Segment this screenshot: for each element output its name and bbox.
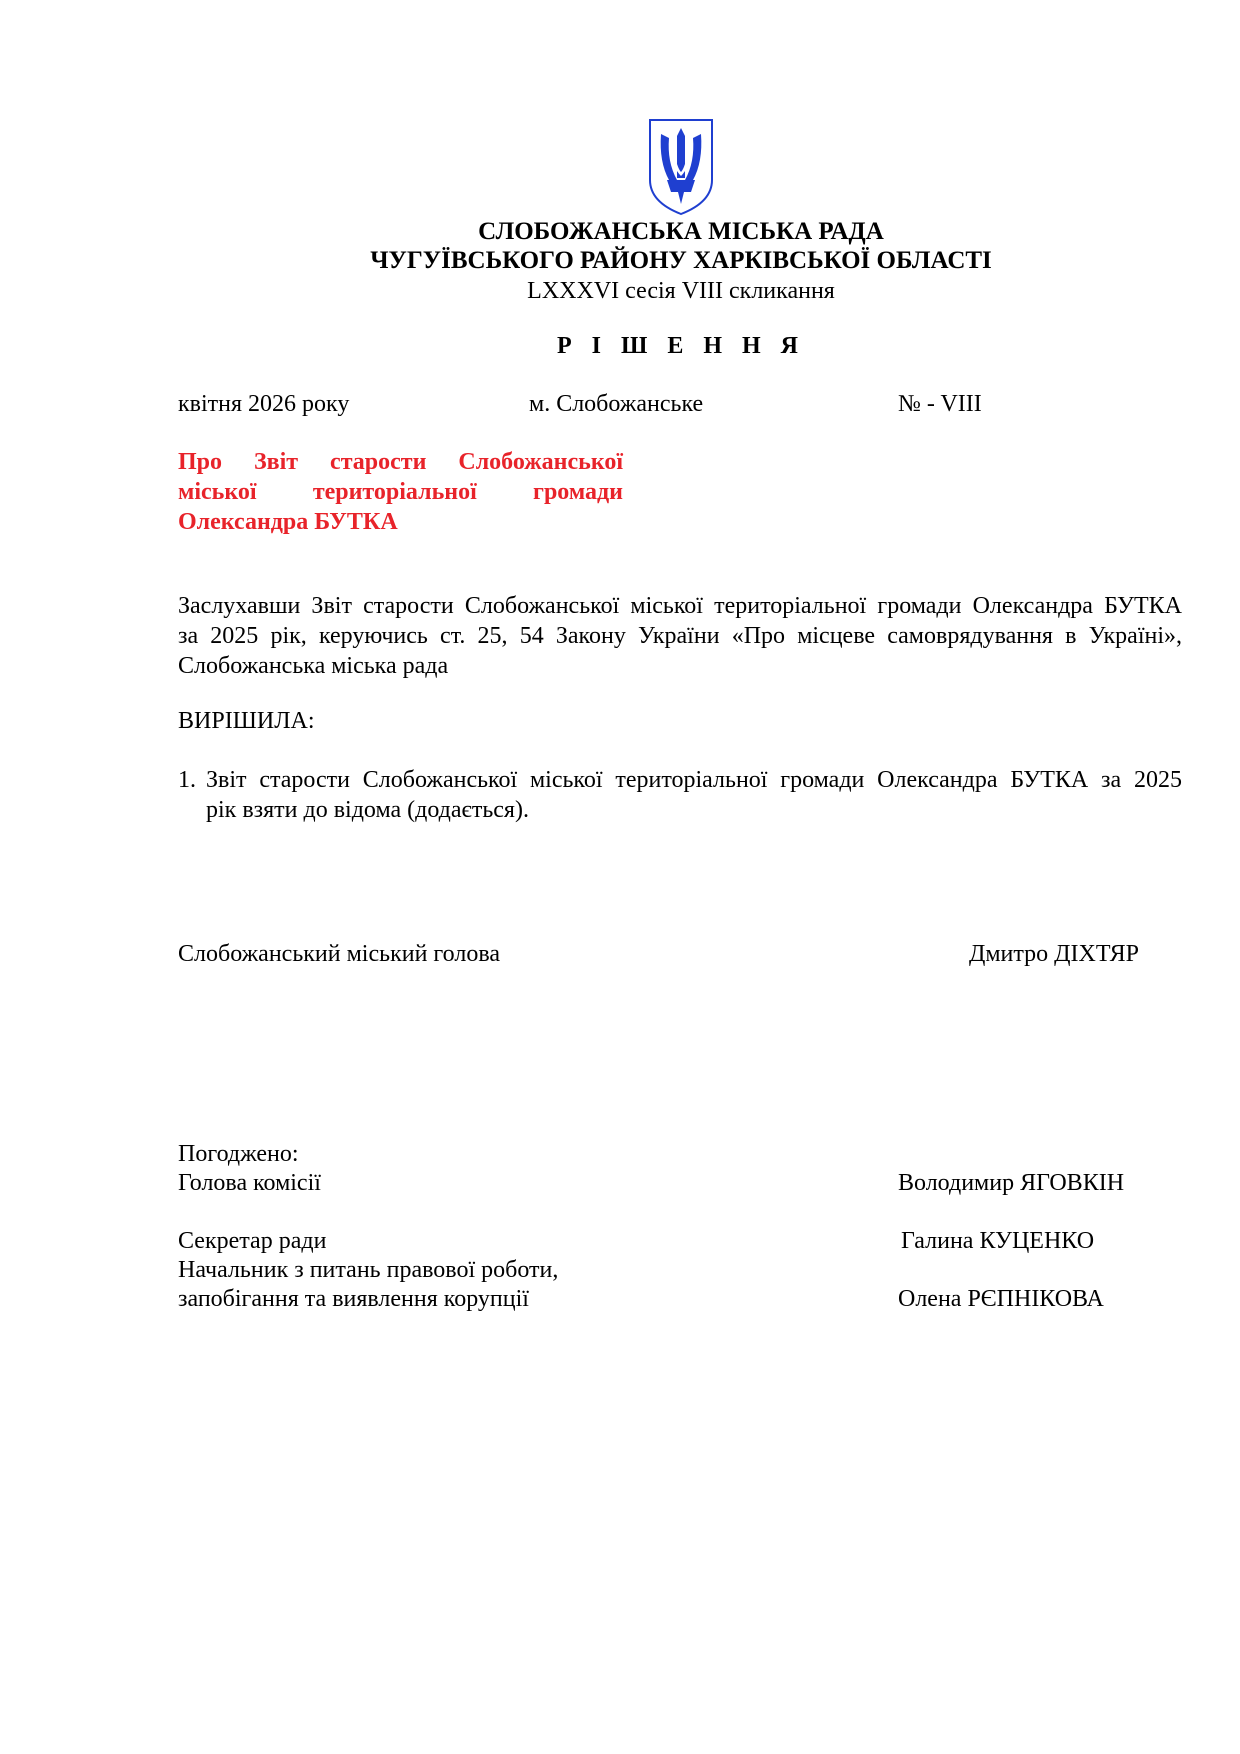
item-number: 1. (178, 767, 196, 793)
approver-name: Володимир ЯГОВКІН (898, 1170, 1125, 1196)
decided-label: ВИРІШИЛА: (178, 708, 315, 734)
coat-of-arms-icon (647, 118, 715, 216)
decision-place: м. Слобожанське (529, 391, 704, 417)
decision-date: квітня 2026 року (178, 391, 350, 417)
item-line: рік взяти до відома (додається). (206, 797, 529, 823)
approver-name: Галина КУЦЕНКО (901, 1228, 1095, 1254)
session-info: LXXXVI сесія VIII скликання (527, 278, 835, 304)
subject-line: Олександра БУТКА (178, 509, 398, 535)
approval-label: Погоджено: (178, 1141, 299, 1167)
intro-line: Заслухавши Звіт старости Слобожанської міської територіальної громади Олександра БУТКА (178, 593, 1182, 619)
approver-name: Олена РЄПНІКОВА (898, 1286, 1104, 1312)
intro-line: Слобожанська міська рада (178, 653, 449, 679)
signatory-title: Слобожанський міський голова (178, 941, 500, 967)
item-line: Звіт старости Слобожанської міської територіальної громади Олександра БУТКА за 2025 (206, 767, 1182, 793)
decision-number: № - VIII (898, 391, 982, 417)
district-name: ЧУГУЇВСЬКОГО РАЙОНУ ХАРКІВСЬКОЇ ОБЛАСТІ (370, 247, 992, 274)
approver-title: Начальник з питань правової роботи, (178, 1257, 559, 1283)
document-type: Р І Ш Е Н Н Я (556, 333, 806, 359)
approver-title: Секретар ради (178, 1228, 327, 1254)
subject-line: міської територіальної громади (178, 479, 623, 505)
decision-item (178, 765, 1182, 825)
intro-paragraph (178, 591, 1182, 681)
subject-line: Про Звіт старости Слобожанської (178, 449, 623, 475)
approver-title: Голова комісії (178, 1170, 321, 1196)
approver-title: запобігання та виявлення корупції (178, 1286, 529, 1312)
council-name: СЛОБОЖАНСЬКА МІСЬКА РАДА (478, 218, 884, 245)
signatory-name: Дмитро ДІХТЯР (969, 941, 1139, 967)
decision-subject (178, 447, 623, 537)
intro-line: за 2025 рік, керуючись ст. 25, 54 Закону України «Про місцеве самоврядування в Україні», (178, 623, 1182, 649)
